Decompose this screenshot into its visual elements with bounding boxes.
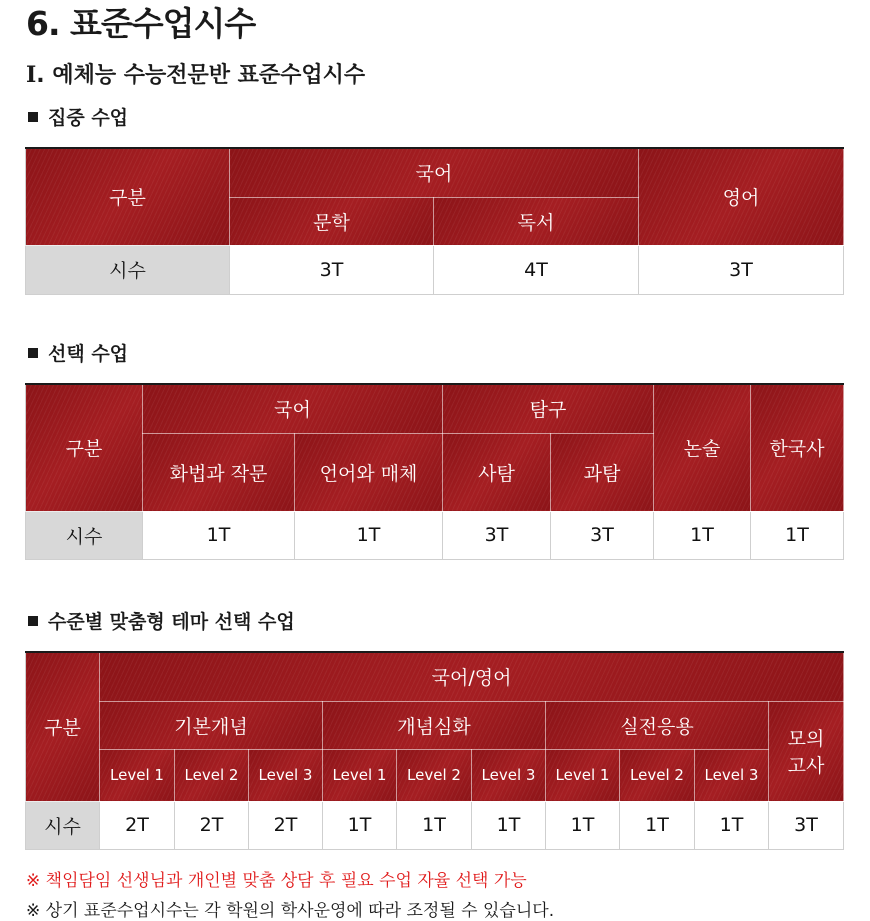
elective-header-essay: 논술 xyxy=(654,384,751,511)
theme-value: 1T xyxy=(546,801,620,849)
intensive-header-literature: 문학 xyxy=(230,197,434,245)
theme-value: 1T xyxy=(472,801,546,849)
intensive-value-english: 3T xyxy=(639,245,844,294)
intensive-table xyxy=(25,147,844,295)
elective-header-label: 구분 xyxy=(26,384,143,511)
theme-table xyxy=(25,651,844,850)
theme-value: 1T xyxy=(397,801,472,849)
elective-row-label: 시수 xyxy=(26,511,143,559)
theme-header-mock-exam xyxy=(769,701,844,801)
theme-level: Level 3 xyxy=(472,749,546,801)
theme-level: Level 1 xyxy=(546,749,620,801)
theme-level: Level 1 xyxy=(323,749,397,801)
theme-level: Level 1 xyxy=(100,749,175,801)
intensive-value-literature: 3T xyxy=(230,245,434,294)
section-title-text: . 예체능 수능전문반 표준수업시수 xyxy=(36,63,366,88)
theme-value: 1T xyxy=(695,801,769,849)
theme-level: Level 2 xyxy=(175,749,249,801)
theme-header-applied: 실전응용 xyxy=(546,701,769,749)
elective-title-text: 선택 수업 xyxy=(48,343,129,365)
theme-value: 2T xyxy=(175,801,249,849)
theme-value: 2T xyxy=(100,801,175,849)
elective-header-history: 한국사 xyxy=(751,384,844,511)
intensive-header-reading: 독서 xyxy=(434,197,639,245)
intensive-value-reading: 4T xyxy=(434,245,639,294)
intensive-row-label: 시수 xyxy=(26,245,230,294)
theme-row-label: 시수 xyxy=(26,801,100,849)
elective-header-inquiry: 탐구 xyxy=(443,384,654,433)
square-bullet-icon xyxy=(28,112,38,122)
square-bullet-icon xyxy=(28,348,38,358)
section-roman-numeral: I xyxy=(26,62,37,88)
elective-header-korean: 국어 xyxy=(143,384,443,433)
elective-value: 1T xyxy=(143,511,295,559)
elective-table xyxy=(25,383,844,560)
theme-header-basic: 기본개념 xyxy=(100,701,323,749)
theme-value: 1T xyxy=(620,801,695,849)
intensive-title xyxy=(28,103,128,130)
theme-header-advanced: 개념심화 xyxy=(323,701,546,749)
square-bullet-icon xyxy=(28,616,38,626)
elective-title xyxy=(28,339,128,366)
elective-header-science-inquiry: 과탐 xyxy=(551,433,654,511)
elective-value: 1T xyxy=(295,511,443,559)
intensive-header-english: 영어 xyxy=(639,148,844,245)
elective-header-social-inquiry: 사탐 xyxy=(443,433,551,511)
page-title: 6. 표준수업시수 xyxy=(26,4,256,43)
theme-header-label: 구분 xyxy=(26,652,100,801)
theme-value: 1T xyxy=(323,801,397,849)
theme-value: 2T xyxy=(249,801,323,849)
elective-value: 1T xyxy=(751,511,844,559)
theme-level: Level 3 xyxy=(249,749,323,801)
theme-header-group: 국어/영어 xyxy=(100,652,844,701)
theme-header-mock-line1: 모의 xyxy=(787,728,825,750)
elective-header-speech-writing: 화법과 작문 xyxy=(143,433,295,511)
note-counseling: ※ 책임담임 선생님과 개인별 맞춤 상담 후 필요 수업 자율 선택 가능 xyxy=(26,871,527,891)
elective-value: 3T xyxy=(551,511,654,559)
section-title xyxy=(26,58,365,89)
theme-level: Level 3 xyxy=(695,749,769,801)
intensive-header-korean: 국어 xyxy=(230,148,639,197)
theme-level: Level 2 xyxy=(397,749,472,801)
intensive-header-label: 구분 xyxy=(26,148,230,245)
theme-header-mock-line2: 고사 xyxy=(787,755,825,777)
theme-title-text: 수준별 맞춤형 테마 선택 수업 xyxy=(48,611,295,633)
theme-title xyxy=(28,607,295,634)
theme-level: Level 2 xyxy=(620,749,695,801)
intensive-title-text: 집중 수업 xyxy=(48,107,129,129)
note-adjustment: ※ 상기 표준수업시수는 각 학원의 학사운영에 따라 조정될 수 있습니다. xyxy=(26,901,555,921)
elective-header-language-media: 언어와 매체 xyxy=(295,433,443,511)
elective-value: 3T xyxy=(443,511,551,559)
elective-value: 1T xyxy=(654,511,751,559)
theme-value-mock: 3T xyxy=(769,801,844,849)
